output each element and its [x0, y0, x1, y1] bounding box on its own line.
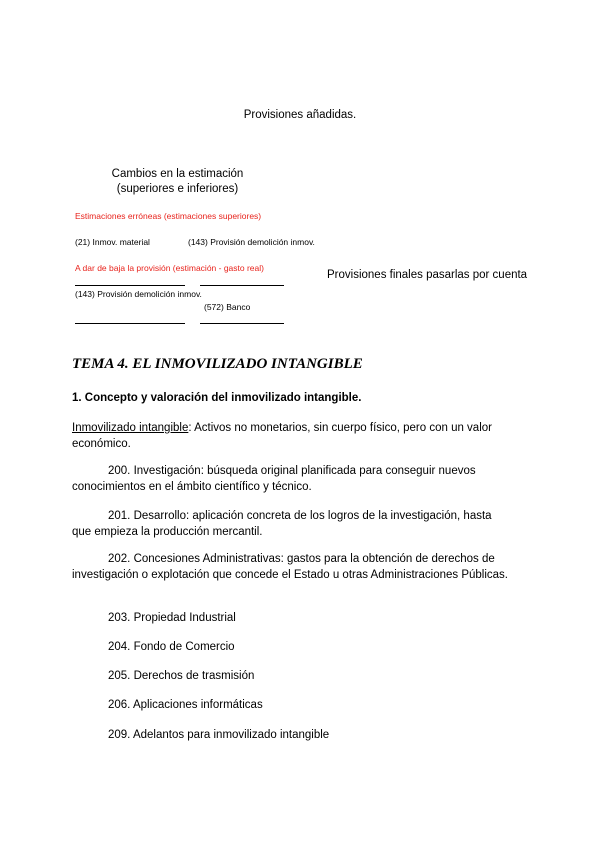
ledger-line [75, 323, 185, 324]
tema-title: TEMA 4. EL INMOVILIZADO INTANGIBLE [72, 356, 363, 372]
account-list-item: 206. Aplicaciones informáticas [108, 699, 263, 711]
journal-entry2-debit: (143) Provisión demolición inmov. [75, 289, 202, 299]
red-label-erroneous-estimates: Estimaciones erróneas (estimaciones superiores) [75, 211, 262, 221]
side-note: Provisiones finales pasarlas por cuenta [327, 269, 528, 281]
ledger-line [75, 285, 185, 286]
journal-entry1-debit: (21) Inmov. material [75, 237, 150, 247]
estimation-heading [85, 167, 270, 197]
account-list-item: 203. Propiedad Industrial [108, 612, 236, 624]
account-paragraph: 200. Investigación: búsqueda original planificada para conseguir nuevos conocimientos en el ámbito científico y técnico. [72, 465, 476, 493]
red-label-derecognize-provision: A dar de baja la provisión (estimación - gasto real) [75, 263, 264, 273]
ledger-line [200, 285, 284, 286]
ledger-line [200, 323, 284, 324]
account-paragraph: 201. Desarrollo: aplicación concreta de los logros de la investigación, hasta que empieza la producción mercantil. [72, 510, 492, 538]
account-list-item: 205. Derechos de trasmisión [108, 670, 255, 682]
account-list-item: 204. Fondo de Comercio [108, 641, 235, 653]
definition-term: Inmovilizado intangible [72, 422, 189, 434]
journal-entry2-credit: (572) Banco [204, 302, 251, 312]
account-list-item: 209. Adelantos para inmovilizado intangible [108, 729, 330, 741]
definition-text: : Activos no monetarios, sin cuerpo físico, pero con un valor económico. [72, 422, 492, 450]
account-paragraph: 202. Concesiones Administrativas: gastos para la obtención de derechos de investigación o explotación que concede el Estado u otras Administraciones Públicas. [72, 553, 508, 581]
journal-entry1-credit: (143) Provisión demolición inmov. [188, 237, 315, 247]
section-heading: 1. Concepto y valoración del inmovilizado intangible. [72, 392, 362, 404]
page-title: Provisiones añadidas. [243, 109, 357, 121]
estimation-heading-line2: (superiores e inferiores) [116, 183, 239, 195]
definition-paragraph [72, 420, 502, 452]
estimation-heading-line1: Cambios en la estimación [111, 168, 244, 180]
